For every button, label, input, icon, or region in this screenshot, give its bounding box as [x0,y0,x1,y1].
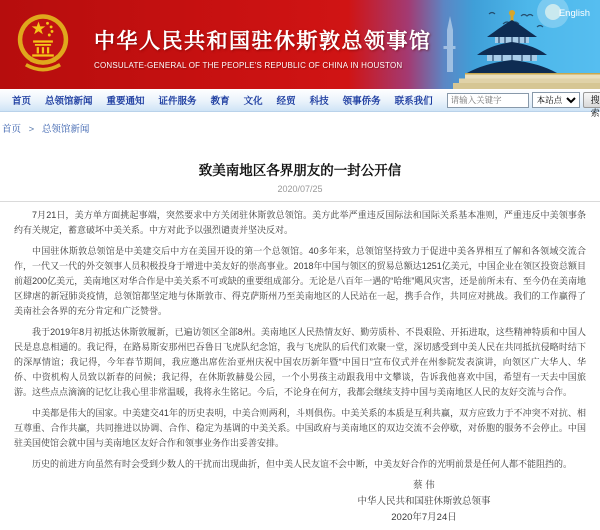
site-title-en: CONSULATE-GENERAL OF THE PEOPLE'S REPUBLIC OF CHINA IN HOUSTON [94,61,403,70]
article-title: 致美南地区各界朋友的一封公开信 [198,163,402,178]
title-divider [0,201,600,202]
search-input[interactable] [447,93,529,108]
article-paragraph-2: 中国驻休斯敦总领馆是中美建交后中方在美国开设的第一个总领馆。40多年来，总领馆坚持致力于促进中美各界相互了解和各领域交流合作，一代又一代的外交领事人员积极投身于增进中美友好的崇高事业。2018年中国与领区的贸易总额达1251亿美元，中国企业在领区投资总额目前超200亿美元，美南地区对华合作是中美关系不可或缺的重要组成部分。无论是八百年一遇的“哈维”飓风灾害，还是前所未有、至今仍在美南地区肆虐的新冠肺炎疫情，总领馆都坚定地与休斯敦市、得克萨斯州乃至美南地区的人民站在一起，携手合作，共同应对挑战。我们的工作赢得了美南社会各界的充分肯定和广泛赞誉。 [14,246,586,316]
article [0,159,600,526]
nav-item-culture[interactable]: 文化 [243,96,263,107]
nav-item-contact-us[interactable]: 联系我们 [394,96,433,107]
signature-date: 2020年7月24日 [391,512,457,523]
english-link[interactable]: English [558,8,590,19]
nav-item-education[interactable]: 教育 [210,96,230,107]
article-paragraph-5: 历史的前进方向虽然有时会受到少数人的干扰而出现曲折，但中美人民友谊不会中断，中美友好合作的光明前景是任何人都不能阻挡的。 [32,459,573,469]
nav-item-home[interactable]: 首页 [12,96,32,107]
signature-name: 蔡 伟 [413,480,435,491]
temple-icon [453,10,600,89]
national-emblem-icon [16,8,70,80]
article-paragraph-4: 中美都是伟大的国家。中美建交41年的历史表明，中美合则两利，斗则俱伤。中美关系的本质是互利共赢，双方应致力于不冲突不对抗、相互尊重、合作共赢，共同推进以协调、合作、稳定为基调的中美关系。中国政府与美南地区的双边交流不会停歇，对侨胞的服务不会停止。中国驻美国使馆会就中国与美南地区友好合作和领事业务作出妥善安排。 [14,408,586,448]
search-button[interactable]: 搜索 [583,92,600,108]
search-scope-select[interactable] [532,92,580,108]
main-nav [0,89,600,118]
header-titles [94,25,432,70]
nav-item-consular-overseas[interactable]: 领事侨务 [342,96,381,107]
nav-item-consulate-news[interactable]: 总领馆新闻 [45,96,93,107]
site-title-cn: 中华人民共和国驻休斯敦总领事馆 [94,30,432,53]
breadcrumb-separator-icon: > [28,124,35,135]
nav-item-document-services[interactable]: 证件服务 [158,96,197,107]
rocket-icon [444,16,456,72]
signature-block [314,478,534,526]
breadcrumb-home[interactable]: 首页 [2,124,22,135]
site-header [0,0,600,89]
article-date: 2020/07/25 [277,184,323,194]
nav-item-science-tech[interactable]: 科技 [309,96,329,107]
nav-item-important-notices[interactable]: 重要通知 [106,96,145,107]
article-paragraph-1: 7月21日，美方单方面挑起事端，突然要求中方关闭驻休斯敦总领馆。美方此举严重违反国际法和国际关系基本准则，严重违反中美领事条约有关规定，蓄意破坏中美关系。中方对此予以强烈谴责并坚决反对。 [14,210,586,235]
article-paragraph-3: 我于2019年8月初抵达休斯敦履新，已遍访领区全部8州。美南地区人民热情友好、勤劳质朴、不畏艰险、开拓进取，这些精神特质和中国人民是息息相通的。我记得，在路易斯安那州巴吞鲁日飞虎队纪念馆，我与飞虎队的后代们欢聚一堂，深切感受到中美人民在共同抵抗侵略时结下的深厚情谊；我记得，今年春节期间，我应邀出席佐治亚州庆祝中国农历新年暨“中国日”宣布仪式并在州参院发表演讲，向领区广大华人、华侨、中资机构人员致以新春的问候；我记得，在休斯敦赫曼公园，一个小男孩主动跟我用中文攀谈，告诉我他喜欢中国，希望有一天去中国旅游。这些点点滴滴的记忆让我心里非常温暖，我将永生铭记。今后，不论身在何方，我都会继续支持中国与美南地区人民的友好交流与合作。 [14,327,586,397]
breadcrumb-consulate-news[interactable]: 总领馆新闻 [41,124,90,135]
search-box [447,92,600,118]
signature-title: 中华人民共和国驻休斯敦总领事 [357,496,491,507]
breadcrumb [0,112,600,144]
nav-item-economy-trade[interactable]: 经贸 [276,96,296,107]
